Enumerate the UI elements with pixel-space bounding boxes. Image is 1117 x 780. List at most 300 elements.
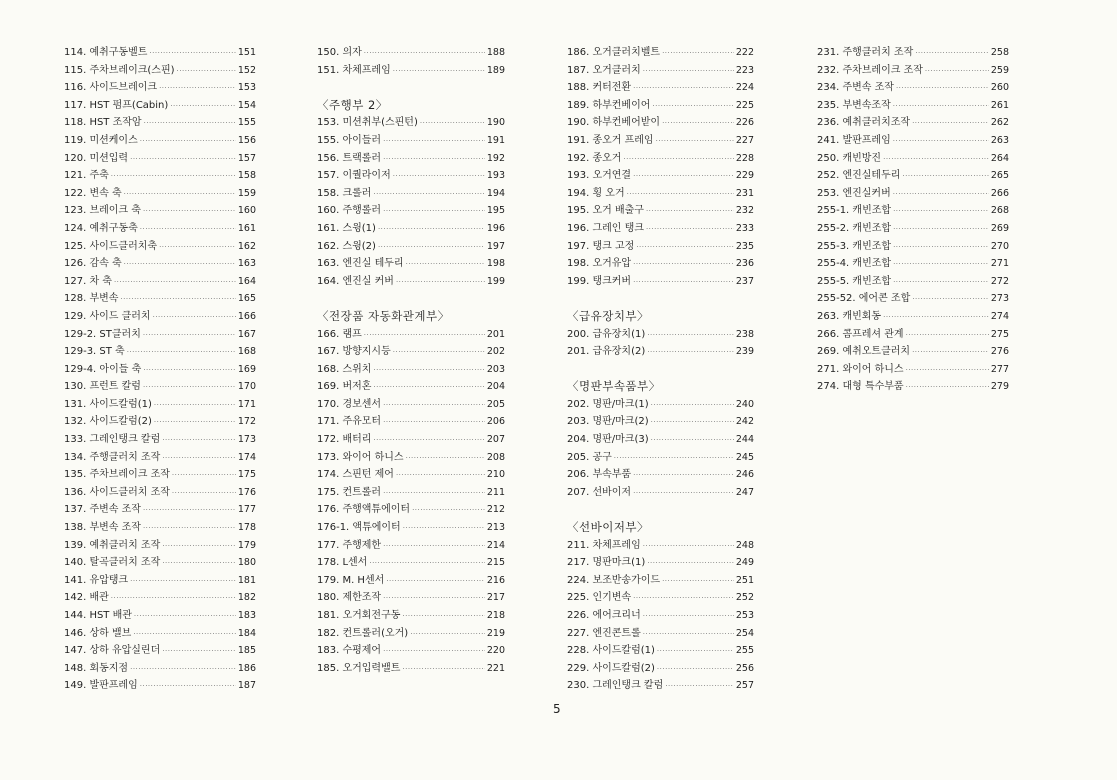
index-entry[interactable] (317, 554, 505, 572)
entry-page-number: 208 (486, 451, 505, 463)
index-entry[interactable] (567, 202, 754, 220)
index-entry[interactable] (317, 625, 505, 643)
index-entry[interactable] (64, 572, 256, 590)
index-entry[interactable] (817, 114, 1009, 132)
entry-page-number: 210 (486, 469, 505, 481)
index-entry[interactable] (64, 431, 256, 449)
entry-label: 199. 탱크커버 (567, 275, 632, 287)
index-entry[interactable] (317, 326, 505, 344)
dot-leader (114, 274, 236, 292)
dot-leader (420, 115, 485, 133)
entry-page-number: 202 (486, 346, 505, 358)
dot-leader (140, 678, 236, 696)
entry-label: 121. 주축 (64, 170, 109, 182)
index-entry[interactable] (317, 660, 505, 678)
entry-page-number: 226 (735, 117, 754, 129)
entry-page-number: 154 (237, 99, 256, 111)
entry-page-number: 235 (735, 240, 754, 252)
index-entry[interactable] (317, 484, 505, 502)
entry-label: 180. 제한조작 (317, 592, 382, 604)
entry-label: 230. 그레인탱크 칼럼 (567, 680, 664, 692)
entry-page-number: 156 (237, 134, 256, 146)
section-heading: 〈급유장치부〉 (567, 308, 650, 323)
dot-leader (912, 344, 989, 362)
index-entry[interactable] (567, 607, 754, 625)
dot-leader (662, 115, 734, 133)
entry-label: 227. 엔진콘트롤 (567, 627, 641, 639)
entry-label: 141. 유압탱크 (64, 574, 129, 586)
entry-label: 129-2. ST클러치 (64, 328, 141, 340)
index-entry[interactable] (817, 343, 1009, 361)
entry-label: 148. 회동지점 (64, 662, 129, 674)
index-entry[interactable] (64, 677, 256, 695)
dot-leader (383, 485, 485, 503)
index-entry[interactable] (64, 308, 256, 326)
dot-leader (393, 344, 485, 362)
dot-leader (143, 520, 236, 538)
dot-leader (647, 344, 734, 362)
index-entry[interactable] (567, 62, 754, 80)
index-entry[interactable] (64, 150, 256, 168)
index-entry[interactable] (317, 167, 505, 185)
dot-leader (643, 626, 734, 644)
index-entry[interactable] (817, 273, 1009, 291)
entry-page-number: 207 (486, 434, 505, 446)
entry-label: 174. 스핀턴 제어 (317, 469, 394, 481)
entry-page-number: 216 (486, 574, 505, 586)
entry-label: 207. 선바이저 (567, 486, 632, 498)
dot-leader (410, 626, 485, 644)
entry-label: 187. 오거클러치 (567, 64, 641, 76)
dot-leader (893, 256, 989, 274)
entry-page-number: 244 (735, 434, 754, 446)
dot-leader (369, 555, 485, 573)
entry-page-number: 240 (735, 398, 754, 410)
dot-leader (665, 678, 734, 696)
dot-leader (143, 379, 236, 397)
entry-page-number: 271 (990, 258, 1009, 270)
entry-label: 228. 사이드칼럼(1) (567, 645, 655, 657)
index-entry[interactable] (567, 572, 754, 590)
index-entry[interactable] (817, 150, 1009, 168)
entry-label: 129. 사이드 클러치 (64, 310, 151, 322)
entry-label: 122. 변속 축 (64, 187, 122, 199)
dot-leader (124, 256, 236, 274)
index-entry[interactable] (317, 220, 505, 238)
index-entry[interactable] (64, 607, 256, 625)
entry-label: 179. M. H센서 (317, 574, 385, 586)
entry-label: 186. 오거클러치벨트 (567, 47, 661, 58)
index-entry[interactable] (64, 97, 256, 115)
entry-label: 134. 주행클러치 조작 (64, 451, 161, 463)
index-entry[interactable] (317, 537, 505, 555)
index-entry[interactable] (317, 238, 505, 256)
index-column-3 (567, 44, 754, 695)
dot-leader (383, 397, 485, 415)
section-heading: 〈명판부속품부〉 (567, 379, 661, 394)
index-entry[interactable] (317, 431, 505, 449)
dot-leader (130, 661, 236, 679)
entry-page-number: 183 (237, 610, 256, 621)
entry-page-number: 222 (735, 47, 754, 58)
entry-page-number: 274 (990, 310, 1009, 322)
dot-leader (893, 239, 989, 257)
dot-leader (130, 573, 236, 591)
entry-page-number: 265 (990, 170, 1009, 182)
spacer (567, 361, 754, 379)
index-entry[interactable] (567, 238, 754, 256)
index-entry[interactable] (64, 466, 256, 484)
dot-leader (111, 590, 236, 608)
entry-page-number: 163 (237, 258, 256, 270)
index-entry[interactable] (817, 290, 1009, 308)
entry-label: 114. 예취구동벨트 (64, 47, 148, 58)
index-entry[interactable] (64, 396, 256, 414)
dot-leader (383, 590, 485, 608)
dot-leader (893, 186, 989, 204)
dot-leader (373, 379, 484, 397)
dot-leader (406, 256, 485, 274)
dot-leader (646, 221, 734, 239)
index-entry[interactable] (317, 642, 505, 660)
index-entry[interactable] (567, 326, 754, 344)
dot-leader (383, 151, 485, 169)
index-entry[interactable] (567, 185, 754, 203)
dot-leader (883, 309, 989, 327)
index-entry[interactable] (64, 185, 256, 203)
index-entry[interactable] (567, 660, 754, 678)
entry-page-number: 151 (237, 47, 256, 58)
entry-label: 171. 주유모터 (317, 416, 382, 428)
entry-page-number: 266 (990, 187, 1009, 199)
index-entry[interactable] (317, 449, 505, 467)
entry-page-number: 193 (486, 170, 505, 182)
index-entry[interactable] (817, 185, 1009, 203)
entry-page-number: 203 (486, 363, 505, 375)
index-entry[interactable] (317, 44, 505, 62)
dot-leader (111, 168, 236, 186)
entry-page-number: 192 (486, 152, 505, 164)
index-entry[interactable] (64, 290, 256, 308)
index-entry[interactable] (817, 378, 1009, 396)
index-entry[interactable] (567, 97, 754, 115)
dot-leader (133, 626, 236, 644)
entry-label: 166. 램프 (317, 328, 362, 340)
entry-page-number: 220 (486, 645, 505, 657)
dot-leader (893, 133, 989, 151)
index-entry[interactable] (567, 343, 754, 361)
entry-label: 156. 트랙롤러 (317, 152, 382, 164)
entry-page-number: 173 (237, 434, 256, 446)
index-entry[interactable] (317, 361, 505, 379)
entry-page-number: 186 (237, 662, 256, 674)
entry-label: 195. 오거 배출구 (567, 205, 644, 217)
entry-page-number: 179 (237, 539, 256, 551)
entry-label: 160. 주행롤러 (317, 205, 382, 217)
index-entry[interactable] (317, 343, 505, 361)
entry-label: 225. 인기변속 (567, 592, 632, 604)
index-entry[interactable] (317, 378, 505, 396)
entry-label: 138. 부변속 조작 (64, 522, 141, 534)
entry-page-number: 218 (486, 610, 505, 621)
index-entry[interactable] (64, 273, 256, 291)
index-entry[interactable] (567, 466, 754, 484)
entry-page-number: 212 (486, 504, 505, 516)
entry-page-number: 231 (735, 187, 754, 199)
dot-leader (651, 432, 734, 450)
dot-leader (647, 327, 734, 345)
entry-label: 140. 탈곡클러치 조작 (64, 557, 161, 569)
index-entry[interactable] (817, 308, 1009, 326)
entry-page-number: 232 (735, 205, 754, 217)
index-entry[interactable] (567, 220, 754, 238)
index-entry[interactable] (64, 501, 256, 519)
dot-leader (883, 151, 989, 169)
entry-label: 266. 콤프레셔 관계 (817, 328, 904, 340)
entry-label: 206. 부속부품 (567, 469, 632, 481)
entry-label: 151. 차체프레임 (317, 64, 391, 76)
index-entry[interactable] (567, 642, 754, 660)
entry-page-number: 172 (237, 416, 256, 428)
index-entry[interactable] (817, 361, 1009, 379)
entry-page-number: 252 (735, 592, 754, 604)
index-entry[interactable] (567, 44, 754, 62)
dot-leader (893, 274, 989, 292)
index-entry[interactable] (64, 255, 256, 273)
entry-page-number: 157 (237, 152, 256, 164)
entry-label: 271. 와이어 하니스 (817, 363, 904, 375)
index-entry[interactable] (317, 589, 505, 607)
index-entry[interactable] (317, 273, 505, 291)
dot-leader (127, 344, 236, 362)
index-entry[interactable] (64, 378, 256, 396)
dot-leader (906, 327, 989, 345)
index-entry[interactable] (64, 79, 256, 97)
index-entry[interactable] (64, 449, 256, 467)
index-entry[interactable] (64, 114, 256, 132)
index-entry[interactable] (567, 114, 754, 132)
dot-leader (403, 520, 485, 538)
dot-leader (134, 608, 236, 626)
index-entry[interactable] (64, 484, 256, 502)
index-entry[interactable] (317, 150, 505, 168)
entry-label: 147. 상하 유압실린더 (64, 645, 161, 657)
dot-leader (393, 168, 485, 186)
entry-label: 176. 주행액튜에이터 (317, 504, 411, 516)
index-entry[interactable] (567, 677, 754, 695)
index-entry[interactable] (64, 660, 256, 678)
index-entry[interactable] (64, 519, 256, 537)
index-entry[interactable] (567, 589, 754, 607)
index-entry[interactable] (64, 343, 256, 361)
index-entry[interactable] (317, 114, 505, 132)
index-entry[interactable] (567, 554, 754, 572)
entry-page-number: 227 (735, 134, 754, 146)
entry-label: 133. 그레인탱크 칼럼 (64, 434, 161, 446)
index-entry[interactable] (64, 326, 256, 344)
entry-page-number: 224 (735, 82, 754, 94)
entry-label: 124. 예취구동축 (64, 222, 138, 234)
dot-leader (373, 362, 484, 380)
entry-page-number: 225 (735, 99, 754, 111)
index-entry[interactable] (817, 167, 1009, 185)
index-entry[interactable] (567, 150, 754, 168)
index-entry[interactable] (567, 132, 754, 150)
dot-leader (364, 327, 485, 345)
entry-label: 202. 명판/마크(1) (567, 398, 649, 410)
index-entry[interactable] (817, 202, 1009, 220)
index-entry[interactable] (317, 396, 505, 414)
spacer (567, 501, 754, 519)
entry-label: 241. 발판프레임 (817, 134, 891, 146)
dot-leader (383, 643, 485, 661)
index-entry[interactable] (817, 255, 1009, 273)
index-entry[interactable] (64, 537, 256, 555)
dot-leader (915, 45, 989, 63)
entry-page-number: 198 (486, 258, 505, 270)
dot-leader (162, 538, 236, 556)
entry-page-number: 248 (735, 539, 754, 551)
entry-page-number: 189 (486, 64, 505, 76)
entry-page-number: 277 (990, 363, 1009, 375)
index-entry[interactable] (567, 413, 754, 431)
index-entry[interactable] (567, 255, 754, 273)
index-entry[interactable] (64, 202, 256, 220)
entry-page-number: 228 (735, 152, 754, 164)
dot-leader (383, 203, 485, 221)
dot-leader (162, 432, 236, 450)
entry-label: 176-1. 액튜에이터 (317, 522, 401, 534)
index-entry[interactable] (317, 62, 505, 80)
index-entry[interactable] (817, 220, 1009, 238)
index-entry[interactable] (64, 238, 256, 256)
index-entry[interactable] (317, 202, 505, 220)
entry-page-number: 155 (237, 117, 256, 129)
index-entry[interactable] (567, 449, 754, 467)
index-entry[interactable] (317, 255, 505, 273)
entry-label: 232. 주차브레이크 조작 (817, 64, 923, 76)
dot-leader (406, 450, 485, 468)
index-entry[interactable] (567, 431, 754, 449)
entry-page-number: 211 (486, 486, 505, 498)
entry-page-number: 162 (237, 240, 256, 252)
index-entry[interactable] (317, 519, 505, 537)
dot-leader (662, 573, 734, 591)
dot-leader (162, 555, 236, 573)
entry-page-number: 169 (237, 363, 256, 375)
entry-label: 173. 와이어 하니스 (317, 451, 404, 463)
index-entry[interactable] (317, 501, 505, 519)
entry-label: 169. 버저혼 (317, 381, 372, 393)
index-entry[interactable] (317, 132, 505, 150)
index-entry[interactable] (817, 79, 1009, 97)
index-entry[interactable] (567, 625, 754, 643)
index-entry[interactable] (817, 97, 1009, 115)
entry-label: 139. 예취클러치 조작 (64, 539, 161, 551)
index-entry[interactable] (567, 537, 754, 555)
entry-page-number: 182 (237, 592, 256, 604)
index-entry[interactable] (817, 238, 1009, 256)
index-entry[interactable] (567, 273, 754, 291)
entry-label: 153. 미션취부(스핀턴) (317, 117, 418, 129)
index-entry[interactable] (64, 413, 256, 431)
dot-leader (656, 133, 734, 151)
entry-page-number: 242 (735, 416, 754, 428)
index-entry[interactable] (317, 607, 505, 625)
index-entry[interactable] (317, 413, 505, 431)
entry-label: 255-4. 캐빈조합 (817, 258, 892, 270)
dot-leader (402, 608, 484, 626)
dot-leader (412, 502, 485, 520)
dot-leader (643, 608, 734, 626)
entry-page-number: 238 (735, 328, 754, 340)
index-entry[interactable] (64, 44, 256, 62)
entry-label: 172. 배터리 (317, 434, 372, 446)
index-entry[interactable] (817, 132, 1009, 150)
entry-page-number: 190 (486, 117, 505, 129)
index-entry[interactable] (567, 79, 754, 97)
index-entry[interactable] (64, 642, 256, 660)
index-entry[interactable] (317, 466, 505, 484)
index-entry[interactable] (64, 132, 256, 150)
entry-label: 224. 보조반송가이드 (567, 574, 661, 586)
index-entry[interactable] (817, 326, 1009, 344)
spacer (567, 290, 754, 308)
entry-label: 116. 사이드브레이크 (64, 82, 158, 94)
entry-page-number: 273 (990, 293, 1009, 305)
dot-leader (383, 133, 485, 151)
entry-page-number: 221 (486, 662, 505, 674)
entry-page-number: 249 (735, 557, 754, 569)
index-entry[interactable] (64, 625, 256, 643)
entry-page-number: 261 (990, 99, 1009, 111)
dot-leader (896, 80, 989, 98)
entry-label: 255-3. 캐빈조합 (817, 240, 892, 252)
entry-page-number: 262 (990, 117, 1009, 129)
index-entry[interactable] (64, 361, 256, 379)
entry-page-number: 167 (237, 328, 256, 340)
entry-label: 162. 스윙(2) (317, 240, 376, 252)
index-entry[interactable] (64, 220, 256, 238)
entry-label: 234. 주변속 조작 (817, 82, 894, 94)
entry-page-number: 223 (735, 64, 754, 76)
entry-page-number: 174 (237, 451, 256, 463)
index-entry[interactable] (317, 185, 505, 203)
index-entry[interactable] (567, 167, 754, 185)
entry-label: 115. 주차브레이크(스핀) (64, 64, 175, 76)
entry-page-number: 247 (735, 486, 754, 498)
dot-leader (364, 45, 485, 63)
index-entry[interactable] (817, 62, 1009, 80)
index-entry[interactable] (64, 554, 256, 572)
dot-leader (893, 221, 989, 239)
index-entry[interactable] (817, 44, 1009, 62)
page-number: 5 (553, 702, 561, 716)
index-entry[interactable] (317, 572, 505, 590)
dot-leader (647, 555, 734, 573)
index-entry[interactable] (64, 589, 256, 607)
dot-leader (386, 573, 485, 591)
index-entry[interactable] (567, 484, 754, 502)
entry-page-number: 158 (237, 170, 256, 182)
entry-label: 181. 오거회전구동 (317, 610, 401, 621)
entry-page-number: 164 (237, 275, 256, 287)
index-entry[interactable] (567, 396, 754, 414)
dot-leader (646, 203, 734, 221)
index-entry[interactable] (64, 62, 256, 80)
index-entry[interactable] (64, 167, 256, 185)
entry-page-number: 279 (990, 381, 1009, 393)
